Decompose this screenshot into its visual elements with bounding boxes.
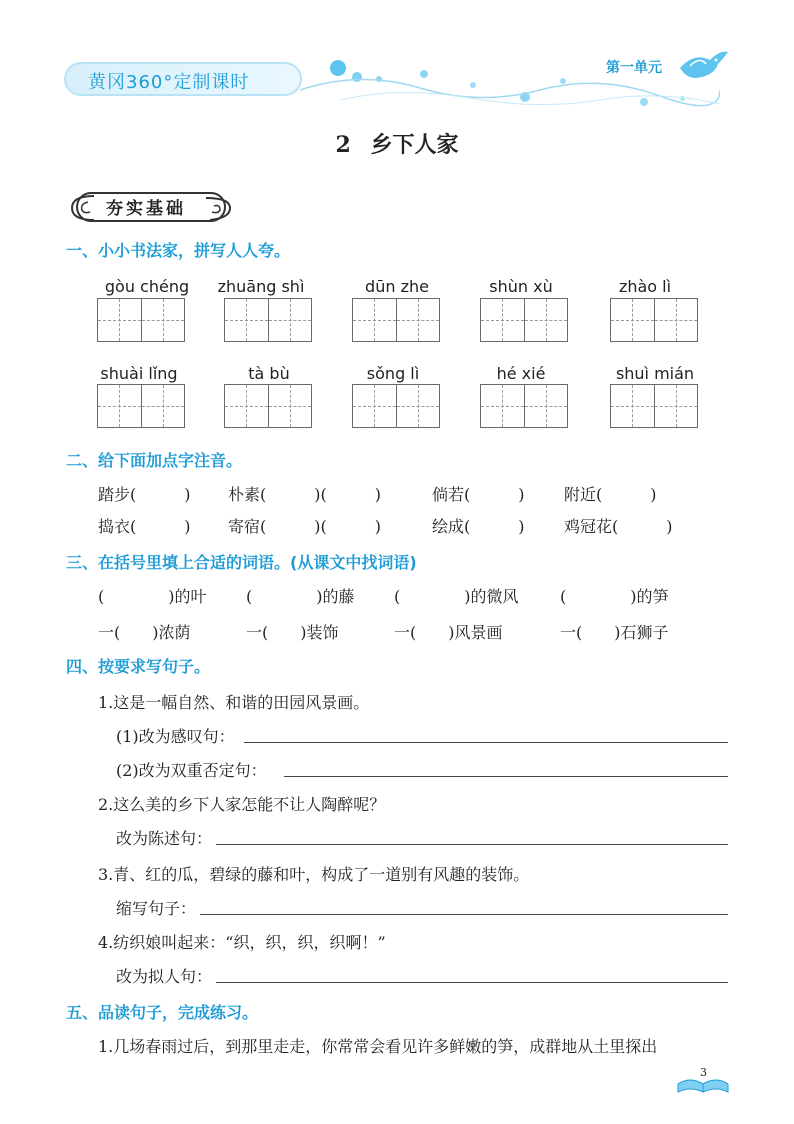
unit-label: 第一单元 — [606, 60, 662, 76]
q1-title: 一、小小书法家，拼写人人夸。 — [66, 241, 291, 260]
pinyin-label: gòu chéng — [104, 277, 190, 296]
section-swirl-right-icon — [200, 194, 240, 224]
writing-grid[interactable] — [480, 298, 568, 342]
phonetic-item[interactable]: 寄宿( )( ) — [228, 517, 381, 536]
phonetic-item[interactable]: 鸡冠花( ) — [564, 517, 673, 536]
writing-grid[interactable] — [352, 298, 440, 342]
bird-icon — [676, 46, 730, 84]
q5-title: 五、品读句子，完成练习。 — [66, 1003, 259, 1022]
phonetic-item[interactable]: 踏步( ) — [98, 485, 191, 504]
pinyin-label: zhào lì — [618, 277, 672, 296]
sentence-4: 4.纺织娘叫起来：“织，织，织，织啊！” — [98, 933, 386, 952]
phonetic-item[interactable]: 倘若( ) — [432, 485, 525, 504]
section-swirl-icon — [64, 192, 104, 224]
sentence-3a-label: 缩写句子： — [116, 899, 197, 918]
brand-title: 黄冈360°定制课时 — [88, 72, 250, 93]
pinyin-label: sǒng lì — [366, 364, 420, 383]
reading-sentence: 1.几场春雨过后，到那里走走，你常常会看见许多鲜嫩的笋，成群地从土里探出 — [98, 1037, 658, 1056]
sentence-1b-label: (2)改为双重否定句： — [116, 761, 267, 780]
answer-line[interactable] — [284, 776, 728, 777]
writing-grid[interactable] — [610, 384, 698, 428]
fill-word-item[interactable]: ( )的藤 — [246, 587, 355, 606]
fill-word-item[interactable]: 一( )装饰 — [246, 623, 339, 642]
lesson-number: 2 — [335, 132, 351, 158]
phonetic-item[interactable]: 朴素( )( ) — [228, 485, 381, 504]
section-title: 夯实基础 — [106, 199, 186, 219]
sentence-1: 1.这是一幅自然、和谐的田园风景画。 — [98, 693, 370, 712]
q3-title: 三、在括号里填上合适的词语。(从课文中找词语) — [66, 553, 417, 572]
answer-line[interactable] — [244, 742, 728, 743]
phonetic-item[interactable]: 附近( ) — [564, 485, 657, 504]
fill-word-item[interactable]: 一( )风景画 — [394, 623, 503, 642]
writing-grid[interactable] — [480, 384, 568, 428]
lesson-name: 乡下人家 — [370, 132, 459, 158]
phonetic-item[interactable]: 绘成( ) — [432, 517, 525, 536]
q4-title: 四、按要求写句子。 — [66, 657, 211, 676]
writing-grid[interactable] — [224, 298, 312, 342]
pinyin-label: zhuāng shì — [217, 277, 305, 296]
page-number: 3 — [700, 1066, 707, 1079]
lesson-title — [0, 128, 794, 159]
sentence-1a-label: (1)改为感叹句： — [116, 727, 235, 746]
writing-grid[interactable] — [97, 384, 185, 428]
answer-line[interactable] — [216, 982, 728, 983]
fill-word-item[interactable]: ( )的叶 — [98, 587, 207, 606]
answer-line[interactable] — [216, 844, 728, 845]
fill-word-item[interactable]: ( )的微风 — [394, 587, 519, 606]
fill-word-item[interactable]: ( )的笋 — [560, 587, 669, 606]
pinyin-label: shuì mián — [615, 364, 695, 383]
fill-word-item[interactable]: 一( )浓荫 — [98, 623, 191, 642]
q2-title: 二、给下面加点字注音。 — [66, 451, 243, 470]
sentence-2: 2.这么美的乡下人家怎能不让人陶醉呢？ — [98, 795, 386, 814]
pinyin-label: shùn xù — [489, 277, 553, 296]
sentence-4a-label: 改为拟人句： — [116, 967, 213, 986]
pinyin-label: hé xié — [496, 364, 546, 383]
fill-word-item[interactable]: 一( )石狮子 — [560, 623, 669, 642]
sentence-2a-label: 改为陈述句： — [116, 829, 213, 848]
writing-grid[interactable] — [224, 384, 312, 428]
sentence-3: 3.青、红的瓜，碧绿的藤和叶，构成了一道别有风趣的装饰。 — [98, 865, 530, 884]
answer-line[interactable] — [200, 914, 728, 915]
pinyin-label: tà bù — [248, 364, 290, 383]
pinyin-label: dūn zhe — [365, 277, 429, 296]
phonetic-item[interactable]: 捣衣( ) — [98, 517, 191, 536]
pinyin-label: shuài lǐng — [100, 364, 178, 383]
writing-grid[interactable] — [352, 384, 440, 428]
writing-grid[interactable] — [610, 298, 698, 342]
writing-grid[interactable] — [97, 298, 185, 342]
